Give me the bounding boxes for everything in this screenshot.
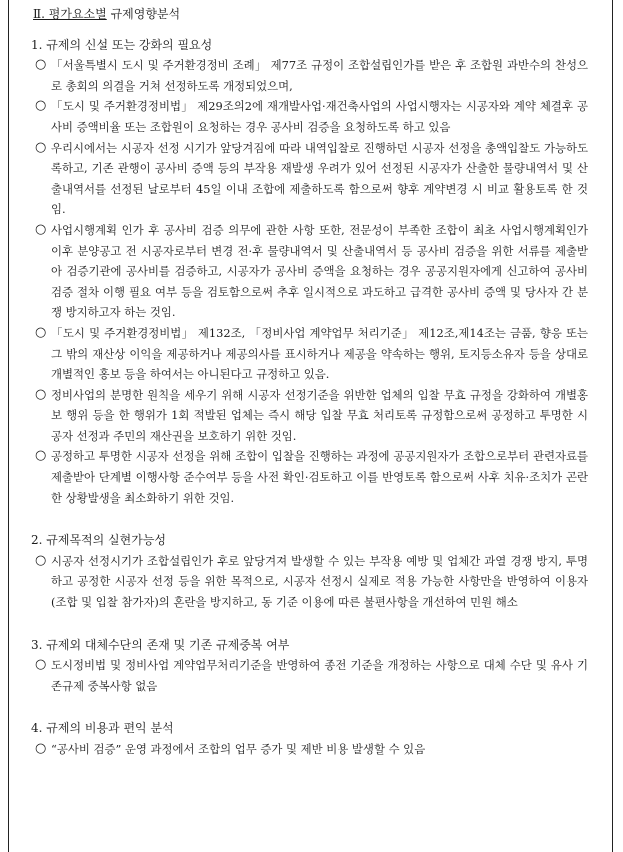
- bullet-text: 우리시에서는 시공자 선정 시기가 앞당겨짐에 따라 내역입찰로 진행하던 시공자 선정을 총액입찰도 가능하도록하고, 기존 관행이 공사비 증액 등의 부작용 재발생 우려가 있어 선정된 시공자가 산출한 물량내역서 및 산출내역서를 선정된 날로부터 45일 이내 조합에 제출하도록 함으로써 향후 계약변경 시 비교 활용토록 한 것임.: [51, 140, 588, 217]
- circle-bullet-icon: ○: [35, 552, 47, 568]
- circle-bullet-icon: ○: [35, 741, 47, 756]
- document-page: [8, 0, 613, 852]
- bullet-item: [35, 446, 588, 508]
- bullet-item: [35, 96, 588, 137]
- bullet-item: [35, 739, 588, 760]
- section-3: [31, 635, 588, 697]
- bullet-item: [35, 551, 588, 613]
- bullet-item: [35, 55, 588, 96]
- circle-bullet-icon: ○: [35, 221, 47, 237]
- circle-bullet-icon: ○: [35, 448, 47, 464]
- bullet-text: 공정하고 투명한 시공자 선정을 위해 조합이 입찰을 진행하는 과정에 공공지원자가 조합으로부터 관련자료를 제출받아 단계별 이행사항 준수여부 등을 사전 확인·검토하고 이를 반영토록 함으로써 사후 치유·조치가 곤란한 상황발생을 최소화하기 위한 것임.: [51, 449, 588, 505]
- section-2: [31, 530, 588, 612]
- bullet-item: [35, 385, 588, 447]
- page-title: [33, 4, 588, 25]
- spacer: [35, 508, 588, 524]
- bullet-item: [35, 220, 588, 323]
- title-underlined: Ⅱ. 평가요소별: [33, 7, 107, 21]
- bullet-text: 「서울특별시 도시 및 주거환경정비 조례」 제77조 규정이 조합설립인가를 받은 후 조합원 과반수의 찬성으로 총회의 의결을 거쳐 선정하도록 개정되었으며,: [51, 58, 588, 93]
- section-4: [31, 718, 588, 759]
- section-heading: 2. 규제목적의 실현가능성: [31, 533, 166, 548]
- circle-bullet-icon: ○: [35, 57, 47, 73]
- bullet-text: 「도시 및 주거환경정비법」 제29조의2에 재개발사업·재건축사업의 사업시행자는 시공자와 계약 체결후 공사비 증액비율 또는 조합원이 요청하는 경우 공사비 검증을 요청하도록 하고 있음: [51, 99, 588, 134]
- circle-bullet-icon: ○: [35, 657, 47, 673]
- bullet-text: 사업시행계획 인가 후 공사비 검증 의무에 관한 사항 또한, 전문성이 부족한 조합이 최초 사업시행계획인가 이후 분양공고 전 시공자로부터 변경 전·후 물량내역서 및 산출내역서 등 공사비 검증을 위한 서류를 제출받아 검증기관에 공사비를 검증하고, 시공자가 공사비 증액을 요청하는 경우 공공지원자에게 신고하여 공사비 검증 절차 이행 필요 여부 등을 검토함으로써 추후 일시적으로 과도하고 급격한 공사비 증액 및 당사자 간 분쟁 방지하고자 하는 것임.: [51, 222, 588, 320]
- bullet-text: 「도시 및 주거환경정비법」 제132조, 「정비사업 계약업무 처리기준」 제12조,제14조는 금품, 향응 또는 그 밖의 재산상 이익을 제공하거나 제공의사를 표시하거나 제공을 약속하는 행위, 토지등소유자 등을 상대로 개별적인 홍보 등을 하여서는 아니된다고 규정하고 있음.: [51, 325, 588, 382]
- section-heading: 1. 규제의 신설 또는 강화의 필요성: [31, 37, 213, 52]
- circle-bullet-icon: ○: [35, 324, 47, 340]
- bullet-text: 정비사업의 분명한 원칙을 세우기 위해 시공자 선정기준을 위반한 업체의 입찰 무효 규정을 강화하여 개별홍보 행위 등을 한 행위가 1회 적발된 업체는 즉시 해당 입찰 무효 처리토록 규정함으로써 공정하고 투명한 시공자 선정과 주민의 재산권을 보호하기 위한 것임.: [51, 387, 588, 443]
- circle-bullet-icon: ○: [35, 139, 47, 155]
- section-heading: 4. 규제의 비용과 편익 분석: [31, 721, 174, 736]
- bullet-text: 도시정비법 및 정비사업 계약업무처리기준을 반영하여 종전 기준을 개정하는 사항으로 대체 수단 및 유사 기존규제 중복사항 없음: [51, 658, 588, 693]
- title-rest: 규제영향분석: [106, 7, 181, 21]
- spacer: [35, 696, 588, 712]
- spacer: [35, 613, 588, 629]
- bullet-text: 시공자 선정시기가 조합설립인가 후로 앞당겨져 발생할 수 있는 부작용 예방 및 업체간 과열 경쟁 방지, 투명하고 공정한 시공자 선정 등을 위한 목적으로, 시공자 선정시 실제로 적용 가능한 사항만을 반영하여 이용자(조합 및 입찰 참가자)의 혼란을 방지하고, 동 기준 이용에 따른 불편사항을 개선하여 민원 해소: [51, 553, 588, 610]
- section-1: [31, 35, 588, 509]
- bullet-text: “공사비 검증” 운영 과정에서 조합의 업무 증가 및 제반 비용 발생할 수 있음: [51, 742, 426, 756]
- circle-bullet-icon: ○: [35, 386, 47, 402]
- bullet-item: [35, 138, 588, 220]
- bullet-item: [35, 323, 588, 385]
- circle-bullet-icon: ○: [35, 98, 47, 114]
- bullet-item: [35, 655, 588, 696]
- section-heading: 3. 규제외 대체수단의 존재 및 기존 규제중복 여부: [31, 637, 290, 652]
